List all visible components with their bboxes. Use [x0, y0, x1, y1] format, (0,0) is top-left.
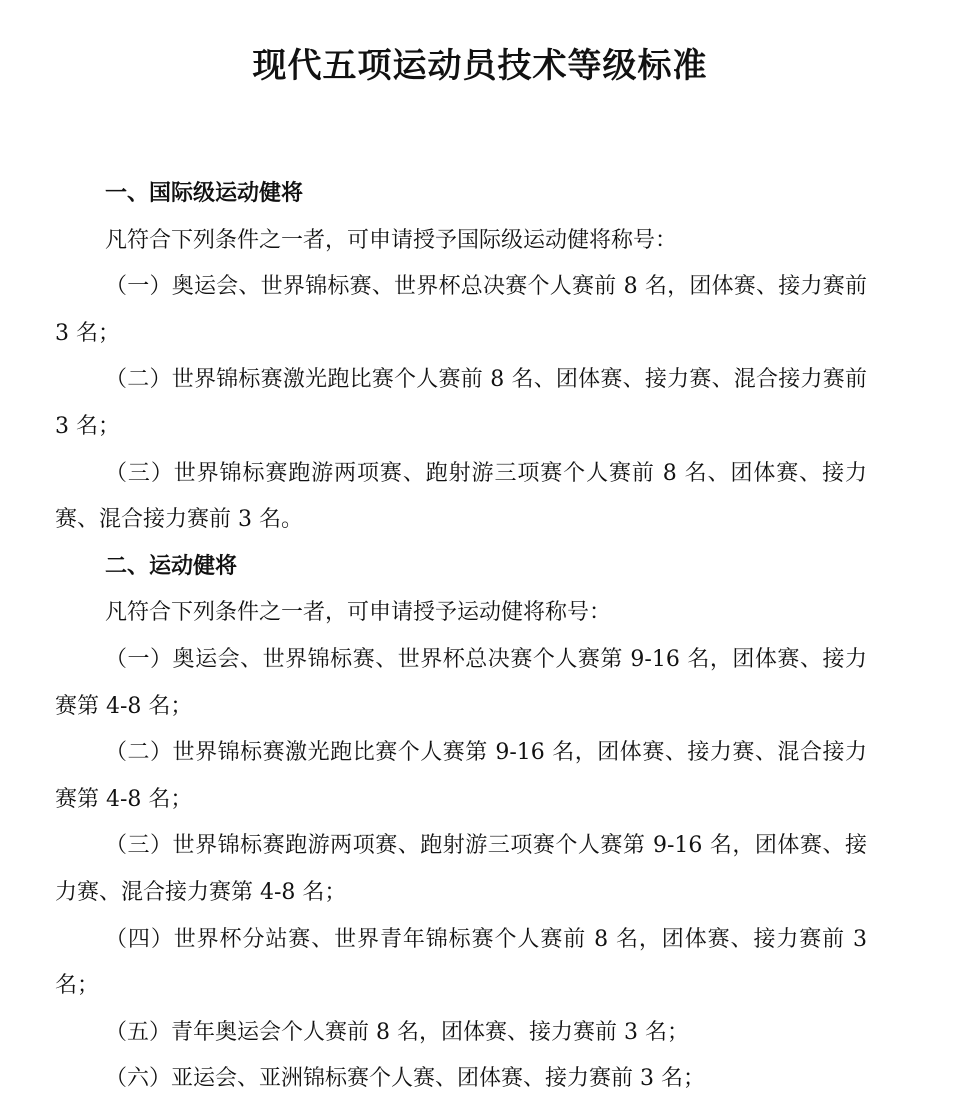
- document-title: 现代五项运动员技术等级标准: [252, 46, 708, 86]
- document-body: [55, 171, 867, 1103]
- section-international-master: [55, 171, 867, 544]
- paragraph: （五）青年奥运会个人赛前 8 名，团体赛、接力赛前 3 名；: [105, 1019, 689, 1045]
- paragraph: （六）亚运会、亚洲锦标赛个人赛、团体赛、接力赛前 3 名；: [105, 1066, 705, 1092]
- paragraph: （二）世界锦标赛激光跑比赛个人赛第 9-16 名，团体赛、接力赛、混合接力赛第 4-8 名；: [55, 740, 867, 812]
- paragraph: 凡符合下列条件之一者，可申请授予国际级运动健将称号：: [105, 227, 678, 253]
- paragraph: 凡符合下列条件之一者，可申请授予运动健将称号：: [105, 600, 612, 626]
- section-heading: 一、国际级运动健将: [105, 181, 304, 206]
- paragraph: （三）世界锦标赛跑游两项赛、跑射游三项赛个人赛前 8 名、团体赛、接力赛、混合接力赛前 3 名。: [55, 460, 867, 533]
- paragraph: （四）世界杯分站赛、世界青年锦标赛个人赛前 8 名，团体赛、接力赛前 3 名；: [55, 926, 867, 999]
- paragraph: （二）世界锦标赛激光跑比赛个人赛前 8 名、团体赛、接力赛、混合接力赛前 3 名；: [55, 367, 867, 439]
- paragraph: （一）奥运会、世界锦标赛、世界杯总决赛个人赛前 8 名，团体赛、接力赛前 3 名；: [55, 274, 867, 346]
- section-heading: 二、运动健将: [105, 553, 238, 579]
- section-master: [55, 544, 867, 1103]
- paragraph: （三）世界锦标赛跑游两项赛、跑射游三项赛个人赛第 9-16 名，团体赛、接力赛、混合接力赛第 4-8 名；: [55, 833, 867, 905]
- paragraph: （一）奥运会、世界锦标赛、世界杯总决赛个人赛第 9-16 名，团体赛、接力赛第 4-8 名；: [55, 646, 867, 719]
